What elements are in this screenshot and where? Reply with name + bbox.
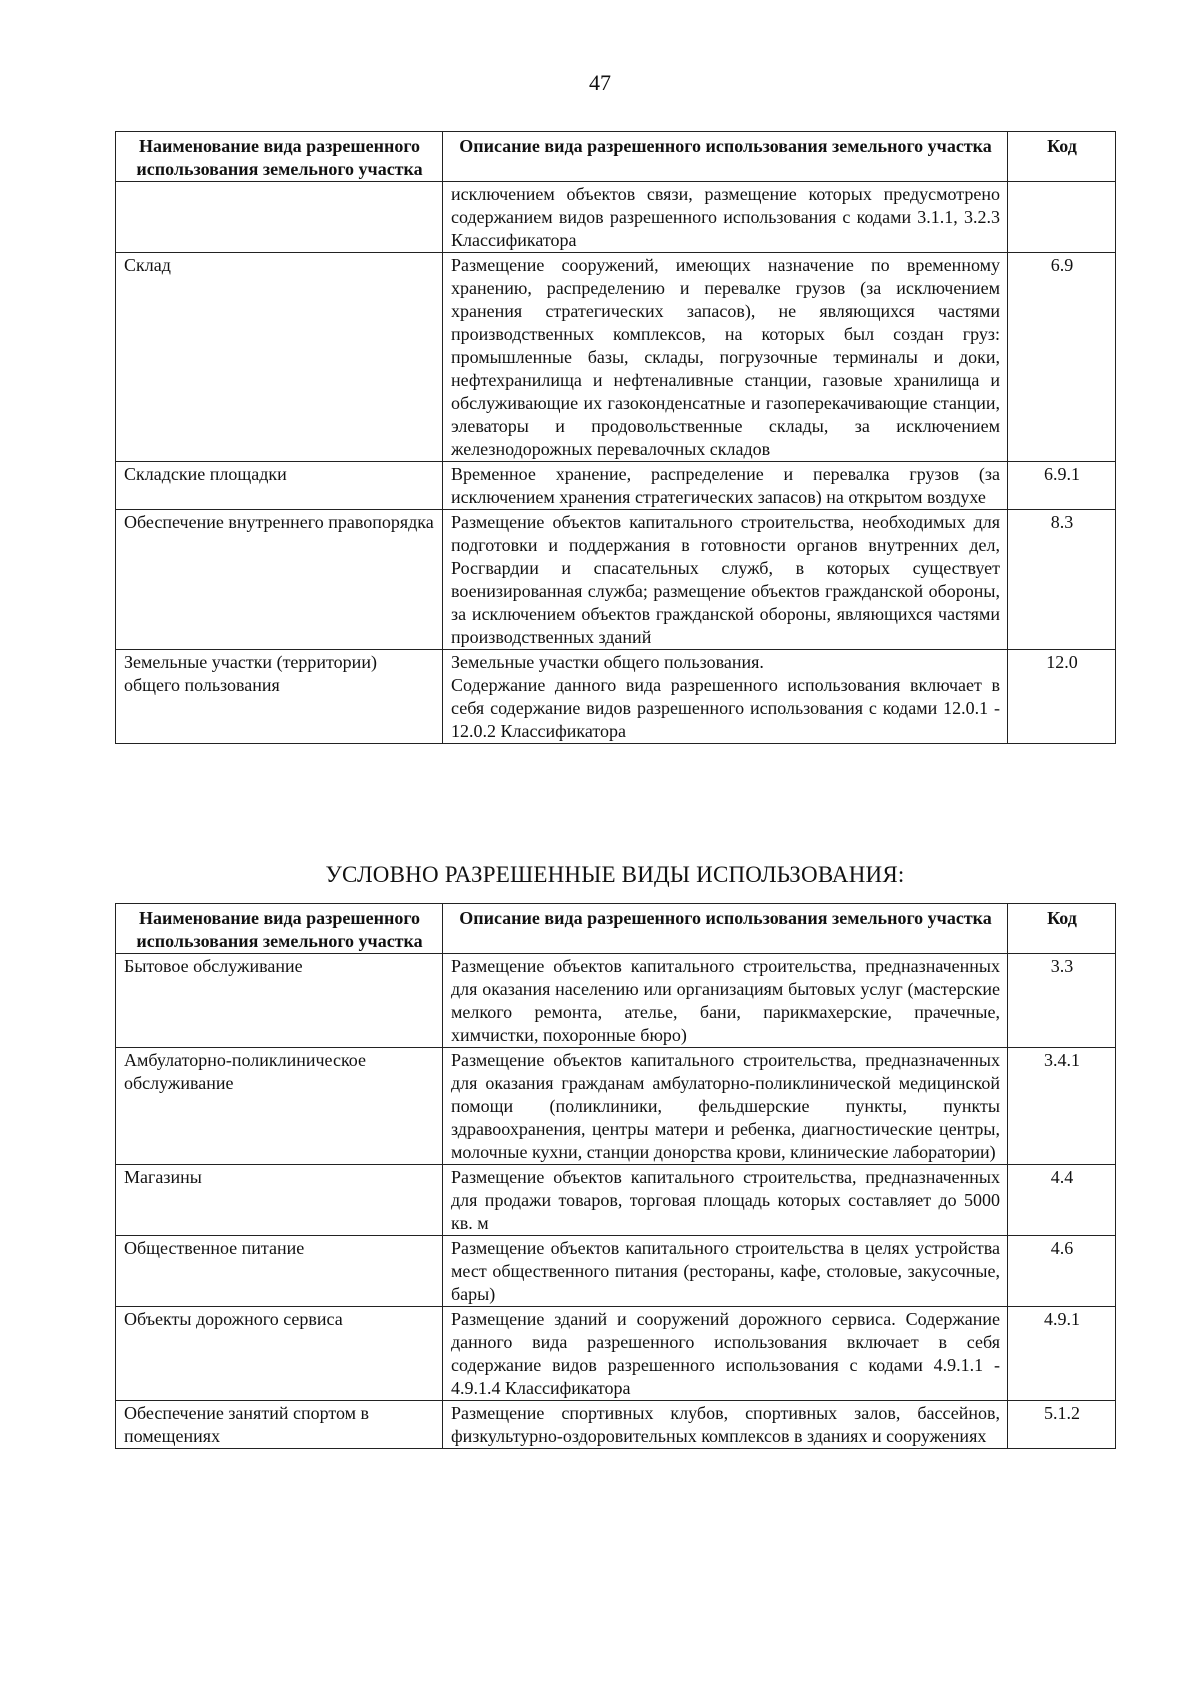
row-code bbox=[1008, 182, 1116, 253]
row-description: Размещение сооружений, имеющих назначение по временному хранению, распределению и перевалке грузов (за исключением хранения стратегических запасов), не являющихся частями производственных комплексов, на которых был создан груз: промышленные базы, склады, погрузочные терминалы и доки, нефтехранилища и нефтеналивные станции, газовые хранилища и обслуживающие их газоконденсатные и газоперекачивающие станции, элеваторы и продовольственные склады, за исключением железнодорожных перевалочных складов bbox=[443, 253, 1008, 462]
row-name: Объекты дорожного сервиса bbox=[116, 1307, 443, 1401]
table-row bbox=[116, 510, 1116, 650]
row-code: 6.9 bbox=[1008, 253, 1116, 462]
row-name bbox=[116, 182, 443, 253]
conditionally-permitted-uses-table bbox=[115, 903, 1116, 1449]
page-number: 47 bbox=[589, 70, 611, 95]
row-code: 4.6 bbox=[1008, 1236, 1116, 1307]
table-header-row bbox=[116, 132, 1116, 182]
row-name: Склад bbox=[116, 253, 443, 462]
header-description: Описание вида разрешенного использования земельного участка bbox=[443, 132, 1008, 182]
row-name: Бытовое обслуживание bbox=[116, 954, 443, 1048]
row-description-line: Земельные участки общего пользования. bbox=[451, 652, 764, 672]
row-code: 3.3 bbox=[1008, 954, 1116, 1048]
row-description: Размещение объектов капитального строительства, необходимых для подготовки и поддержания в готовности органов внутренних дел, Росгвардии и спасательных служб, в которых существует военизированная служба; размещение объектов гражданской обороны, за исключением объектов гражданской обороны, являющихся частями производственных зданий bbox=[443, 510, 1008, 650]
table-row bbox=[116, 954, 1116, 1048]
header-code: Код bbox=[1008, 132, 1116, 182]
row-description: Размещение объектов капитального строительства в целях устройства мест общественного питания (рестораны, кафе, столовые, закусочные, бары) bbox=[443, 1236, 1008, 1307]
row-description: Временное хранение, распределение и перевалка грузов (за исключением хранения стратегических запасов) на открытом воздухе bbox=[443, 462, 1008, 510]
row-name: Земельные участки (территории) общего пользования bbox=[116, 650, 443, 744]
header-name: Наименование вида разрешенного использования земельного участка bbox=[116, 904, 443, 954]
row-name: Амбулаторно-поликлиническое обслуживание bbox=[116, 1048, 443, 1165]
table-row bbox=[116, 650, 1116, 744]
row-code: 6.9.1 bbox=[1008, 462, 1116, 510]
row-description bbox=[443, 650, 1008, 744]
row-code: 3.4.1 bbox=[1008, 1048, 1116, 1165]
row-description: Размещение объектов капитального строительства, предназначенных для продажи товаров, торговая площадь которых составляет до 5000 кв. м bbox=[443, 1165, 1008, 1236]
table-row bbox=[116, 1401, 1116, 1449]
row-description: исключением объектов связи, размещение которых предусмотрено содержанием видов разрешенного использования с кодами 3.1.1, 3.2.3 Классификатора bbox=[443, 182, 1008, 253]
header-description: Описание вида разрешенного использования земельного участка bbox=[443, 904, 1008, 954]
table-row bbox=[116, 1307, 1116, 1401]
row-description: Размещение объектов капитального строительства, предназначенных для оказания гражданам амбулаторно-поликлинической медицинской помощи (поликлиники, фельдшерские пункты, пункты здравоохранения, центры матери и ребенка, диагностические центры, молочные кухни, станции донорства крови, клинические лаборатории) bbox=[443, 1048, 1008, 1165]
table-row bbox=[116, 253, 1116, 462]
row-code: 4.4 bbox=[1008, 1165, 1116, 1236]
permitted-uses-table bbox=[115, 131, 1116, 744]
row-name: Обеспечение внутреннего правопорядка bbox=[116, 510, 443, 650]
row-name: Складские площадки bbox=[116, 462, 443, 510]
header-code: Код bbox=[1008, 904, 1116, 954]
row-description-line: Содержание данного вида разрешенного использования включает в себя содержание видов разрешенного использования с кодами 12.0.1 - 12.0.2 Классификатора bbox=[451, 675, 1000, 741]
header-name: Наименование вида разрешенного использования земельного участка bbox=[116, 132, 443, 182]
row-name: Обеспечение занятий спортом в помещениях bbox=[116, 1401, 443, 1449]
table-header-row bbox=[116, 904, 1116, 954]
row-code: 8.3 bbox=[1008, 510, 1116, 650]
row-code: 5.1.2 bbox=[1008, 1401, 1116, 1449]
row-description: Размещение зданий и сооружений дорожного сервиса. Содержание данного вида разрешенного использования включает в себя содержание видов разрешенного использования с кодами 4.9.1.1 - 4.9.1.4 Классификатора bbox=[443, 1307, 1008, 1401]
row-description: Размещение объектов капитального строительства, предназначенных для оказания населению или организациям бытовых услуг (мастерские мелкого ремонта, ателье, бани, парикмахерские, прачечные, химчистки, похоронные бюро) bbox=[443, 954, 1008, 1048]
table-row bbox=[116, 182, 1116, 253]
row-code: 4.9.1 bbox=[1008, 1307, 1116, 1401]
table-row bbox=[116, 1236, 1116, 1307]
row-name: Общественное питание bbox=[116, 1236, 443, 1307]
row-name: Магазины bbox=[116, 1165, 443, 1236]
table-row bbox=[116, 1048, 1116, 1165]
section-heading: УСЛОВНО РАЗРЕШЕННЫЕ ВИДЫ ИСПОЛЬЗОВАНИЯ: bbox=[325, 862, 905, 887]
table-row bbox=[116, 462, 1116, 510]
row-code: 12.0 bbox=[1008, 650, 1116, 744]
table-row bbox=[116, 1165, 1116, 1236]
row-description: Размещение спортивных клубов, спортивных залов, бассейнов, физкультурно-оздоровительных комплексов в зданиях и сооружениях bbox=[443, 1401, 1008, 1449]
